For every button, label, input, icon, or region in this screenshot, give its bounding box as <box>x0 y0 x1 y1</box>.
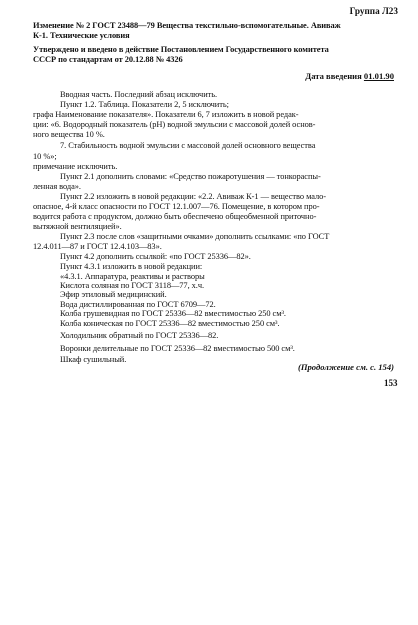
body-line: 12.4.011—87 и ГОСТ 12.4.103—83». <box>33 242 162 251</box>
body-line: Пункт 2.3 после слов «защитными очками» дополнить ссылками: «по ГОСТ <box>60 232 330 241</box>
body-line: графа Наименование показателя». Показатели 6, 7 изложить в новой редак- <box>33 110 299 119</box>
effective-date-value: 01.01.90 <box>363 71 394 81</box>
body-line: опасное, 4-й класс опасности по ГОСТ 12.1.007—76. Помещение, в котором про- <box>33 202 320 211</box>
body-line: Вводная часть. Последний абзац исключить. <box>60 90 218 99</box>
body-line: ленная вода». <box>33 182 81 191</box>
amendment-title-line-2: К-1. Технические условия <box>33 31 130 40</box>
body-line: Колба коническая по ГОСТ 25336—82 вместимостью 250 см³. <box>60 319 280 328</box>
body-line: примечание исключить. <box>33 162 118 171</box>
body-line: ного вещества 10 %. <box>33 130 105 139</box>
body-line: «4.3.1. Аппаратура, реактивы и растворы <box>60 272 205 281</box>
continuation-note: (Продолжение см. с. 154) <box>297 362 394 372</box>
body-line: Пункт 4.3.1 изложить в новой редакции: <box>60 262 203 271</box>
effective-date-label: Дата введения <box>305 71 362 81</box>
body-line: ции: «6. Водородный показатель (pH) водной эмульсии с массовой долей основ- <box>33 120 316 129</box>
effective-date <box>305 71 394 81</box>
approval-line-2: СССР по стандартам от 20.12.88 № 4326 <box>33 55 183 64</box>
body-line: 10 %»; <box>33 152 57 161</box>
body-line: 7. Стабильность водной эмульсии с массовой долей основного вещества <box>60 141 316 150</box>
body-line: Воронки делительные по ГОСТ 25336—82 вместимостью 500 см³. <box>60 344 295 353</box>
approval-line-1: Утверждено и введено в действие Постановлением Государственного комитета <box>33 45 329 54</box>
body-line: Эфир этиловый медицинский. <box>60 290 167 299</box>
body-line: Пункт 2.2 изложить в новой редакции: «2.2. Авиваж К-1 — вещество мало- <box>60 192 327 201</box>
body-line: Холодильник обратный по ГОСТ 25336—82. <box>60 331 219 340</box>
body-line: Кислота соляная по ГОСТ 3118—77, х.ч. <box>60 281 205 290</box>
body-line: Пункт 2.1 дополнить словами: «Средство пожаротушения — тонкораспы- <box>60 172 321 181</box>
amendment-title-line-1: Изменение № 2 ГОСТ 23488—79 Вещества текстильно-вспомогательные. Авиваж <box>33 21 341 30</box>
body-line: Пункт 1.2. Таблица. Показатели 2, 5 исключить; <box>60 100 229 109</box>
body-line: Шкаф сушильный. <box>60 355 127 364</box>
group-code: Группа Л23 <box>349 6 398 16</box>
body-line: Вода дистиллированная по ГОСТ 6709—72. <box>60 300 216 309</box>
body-line: Колба грушевидная по ГОСТ 25336—82 вместимостью 250 см³. <box>60 309 286 318</box>
body-line: Пункт 4.2 дополнить ссылкой: «по ГОСТ 25336—82». <box>60 252 251 261</box>
page-number: 153 <box>384 378 398 388</box>
body-line: водится работа с продуктом, должно быть обеспечено общеобменной приточно- <box>33 212 317 221</box>
body-line: вытяжной вентиляцией». <box>33 222 122 231</box>
